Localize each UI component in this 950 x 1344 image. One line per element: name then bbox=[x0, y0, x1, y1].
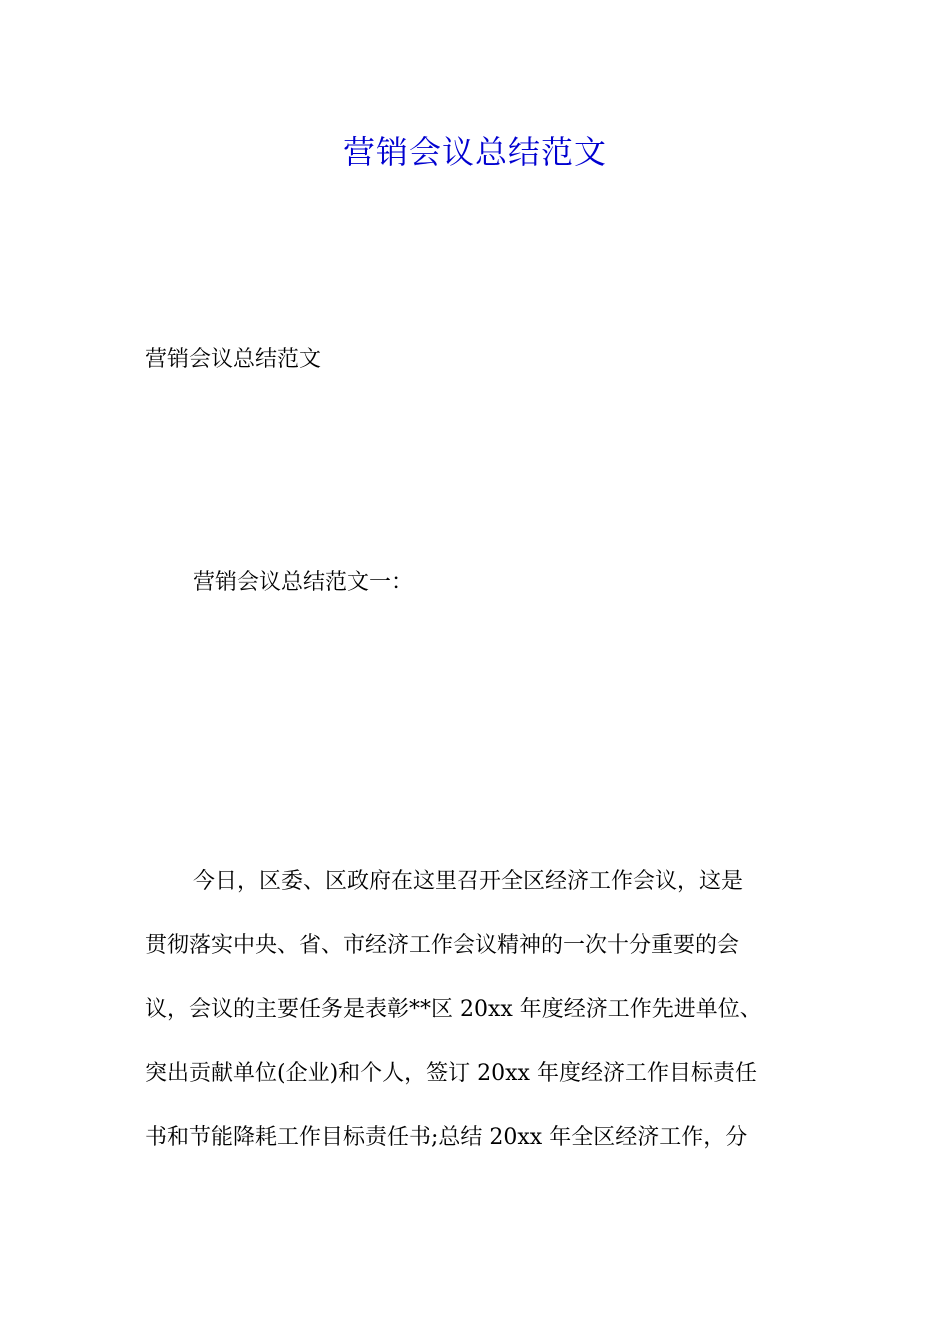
body-line: 贯彻落实中央、省、市经济工作会议精神的一次十分重要的会 bbox=[145, 933, 740, 958]
section-heading: 营销会议总结范文一： bbox=[193, 570, 414, 595]
body-paragraph bbox=[145, 862, 810, 1182]
body-line: 突出贡献单位(企业)和个人，签订 20xx 年度经济工作目标责任 bbox=[145, 1061, 757, 1086]
body-line: 议，会议的主要任务是表彰**区 20xx 年度经济工作先进单位、 bbox=[145, 997, 762, 1022]
document-title: 营销会议总结范文 bbox=[342, 133, 607, 171]
body-line: 今日，区委、区政府在这里召开全区经济工作会议，这是 bbox=[193, 869, 744, 894]
body-line: 书和节能降耗工作目标责任书;总结 20xx 年全区经济工作，分 bbox=[145, 1125, 748, 1150]
document-subtitle: 营销会议总结范文 bbox=[145, 347, 322, 372]
